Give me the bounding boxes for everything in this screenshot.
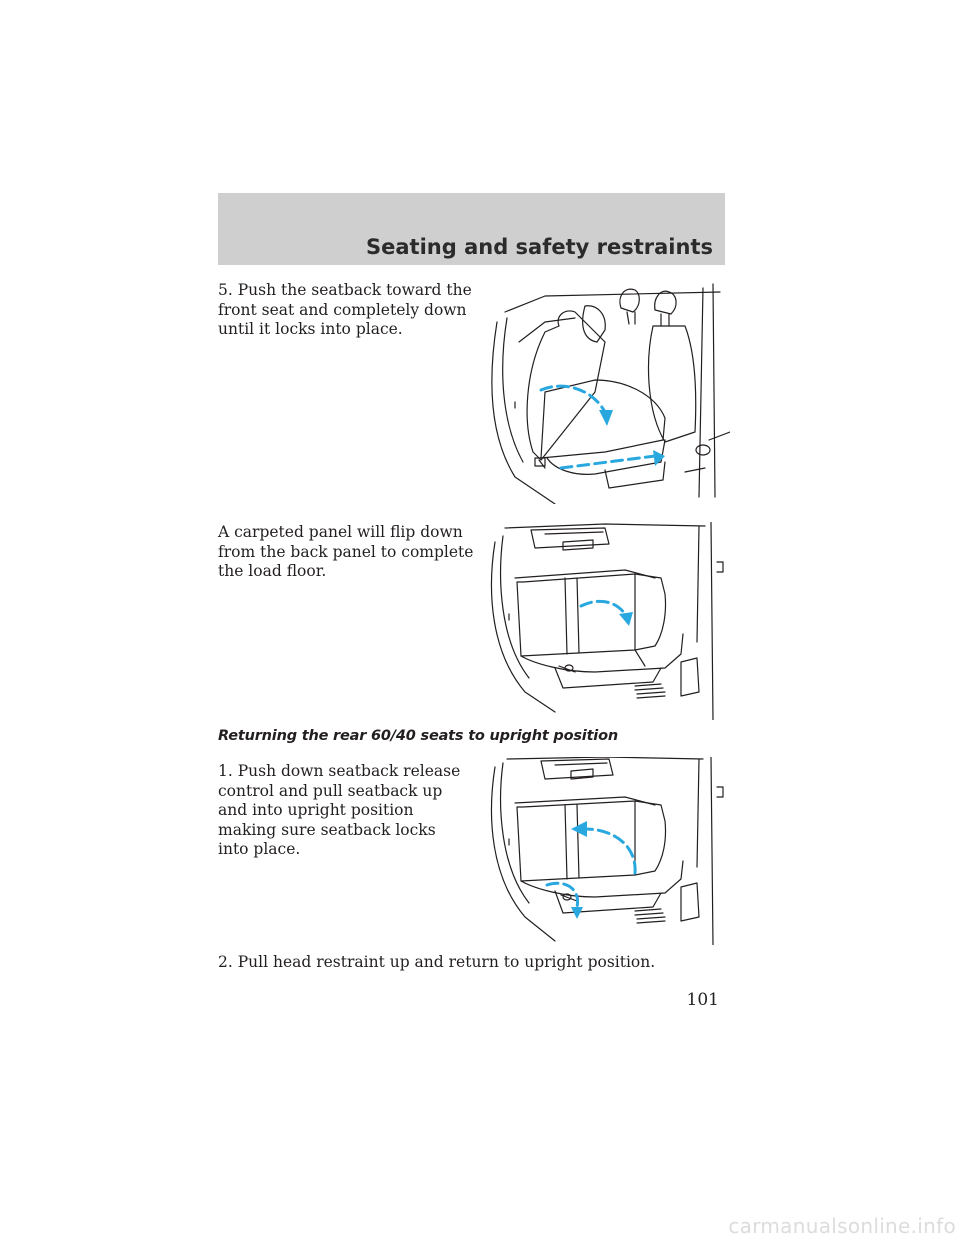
fold-seatback-illustration	[485, 282, 730, 504]
section-title: Seating and safety restraints	[366, 235, 713, 259]
page-number: 101	[686, 990, 719, 1010]
upright-step-1-text: 1. Push down seatback release control and pull seatback up and into upright position making sure seatback locks into place.	[218, 762, 461, 858]
step-5-text: 5. Push the seatback toward the front seat and completely down until it locks into place.	[218, 281, 472, 338]
upright-seatback-illustration	[485, 757, 730, 945]
section-header-bar	[218, 193, 725, 265]
upright-step-2-text: 2. Pull head restraint up and return to upright position.	[218, 953, 656, 971]
section-heading: Returning the rear 60/40 seats to upright position	[218, 728, 618, 744]
carpeted-panel-text: A carpeted panel will flip down from the back panel to complete the load floor.	[218, 523, 474, 580]
load-floor-illustration	[485, 522, 730, 720]
watermark-text: carmanualsonline.info	[728, 1214, 956, 1238]
